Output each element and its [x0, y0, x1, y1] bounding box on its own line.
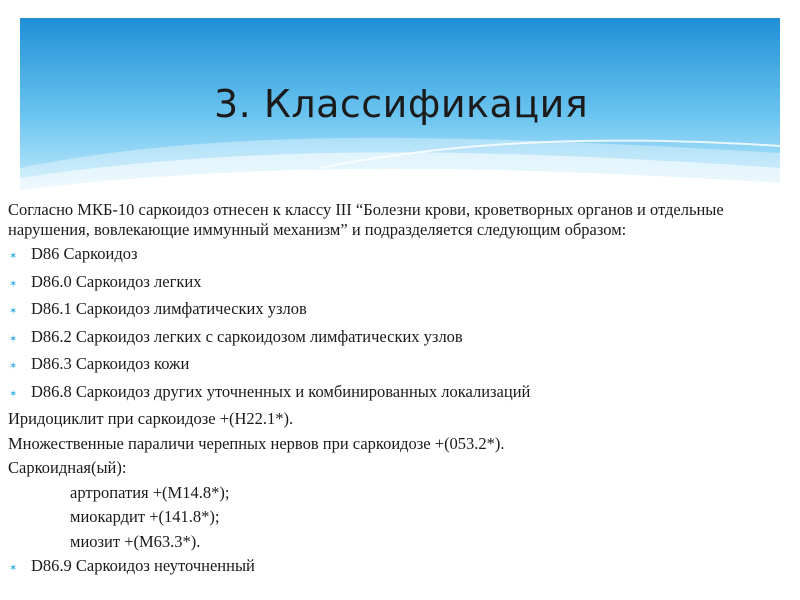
list-item: ✶ D86.1 Саркоидоз лимфатических узлов — [8, 297, 794, 325]
star-bullet-icon: ✶ — [9, 563, 18, 574]
star-bullet-icon: ✶ — [9, 251, 18, 262]
text-line: Саркоидная(ый): — [8, 458, 127, 477]
list-item: ✶ D86.0 Саркоидоз легких — [8, 270, 794, 298]
star-bullet-icon: ✶ — [9, 306, 18, 317]
star-bullet-icon: ✶ — [9, 388, 18, 400]
slide-title: 3. Классификация — [214, 82, 589, 126]
text-line: Иридоциклит при саркоидозе +(Н22.1*). — [8, 409, 294, 428]
list-item: ✶ D86.3 Саркоидоз кожи — [8, 352, 794, 380]
intro-paragraph: Согласно МКБ-10 саркоидоз отнесен к классу III “Болезни крови, кроветворных органов и отдельные нарушения, вовлекающие иммунный механизм” и подразделяется следующим образом: — [8, 200, 724, 239]
indented-line: миокардит +(141.8*); — [70, 507, 220, 526]
star-bullet-icon: ✶ — [9, 333, 18, 345]
list-item: ✶ D86.2 Саркоидоз легких с саркоидозом лимфатических узлов — [8, 325, 794, 353]
list-item: ✶ D86.8 Саркоидоз других уточненных и комбинированных локализаций — [8, 380, 794, 408]
slide-body — [8, 200, 794, 582]
star-bullet-icon: ✶ — [9, 361, 18, 372]
star-bullet-icon: ✶ — [9, 278, 18, 290]
text-line: Множественные параличи черепных нервов при саркоидозе +(053.2*). — [8, 433, 505, 453]
indented-line: артропатия +(М14.8*); — [70, 482, 230, 502]
list-item: ✶ D86.9 Саркоидоз неуточненный — [8, 554, 794, 582]
list-item: ✶ D86 Саркоидоз — [8, 242, 794, 270]
slide-header — [20, 18, 780, 198]
indented-line: миозит +(М63.3*). — [70, 531, 201, 551]
